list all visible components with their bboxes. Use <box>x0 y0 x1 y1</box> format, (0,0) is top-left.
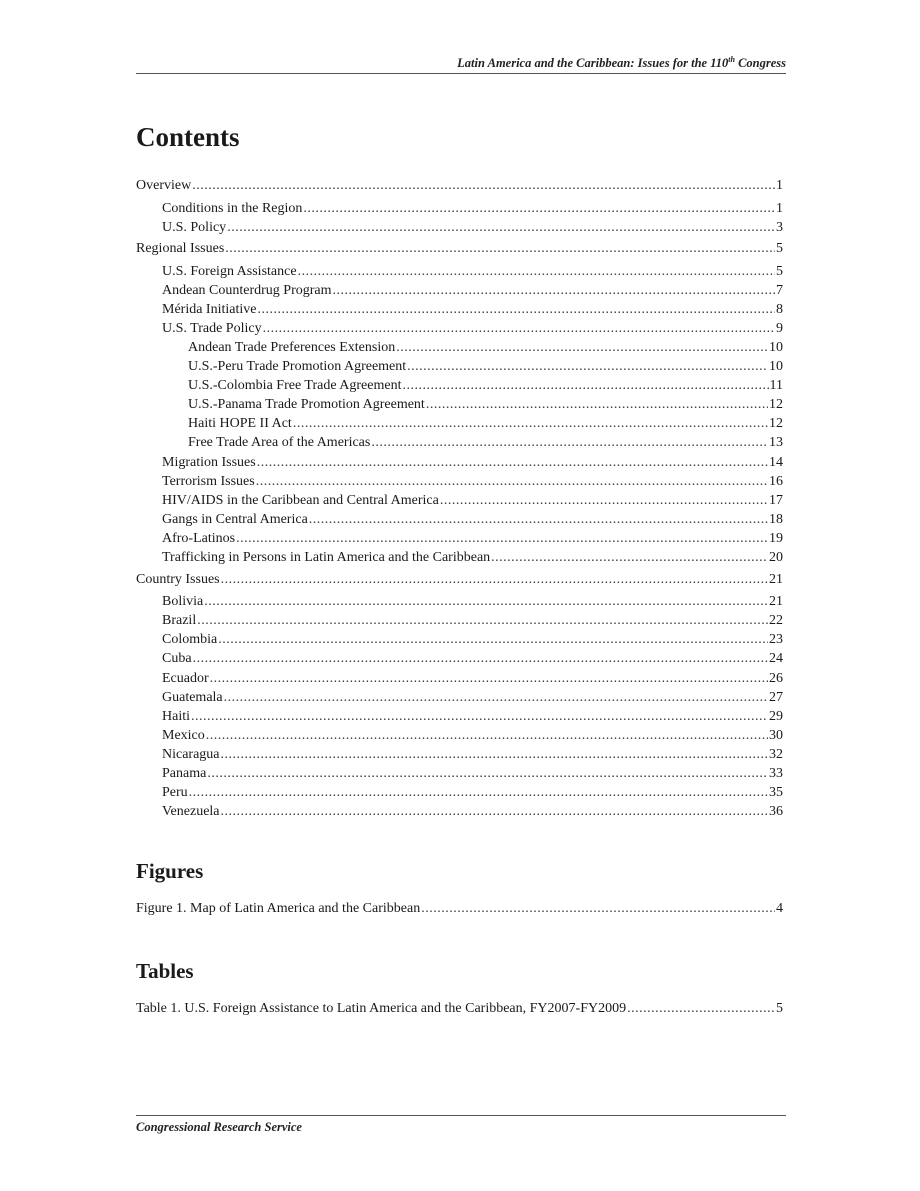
toc-entry[interactable] <box>188 338 783 357</box>
toc-entry-page-number: 27 <box>769 690 783 705</box>
toc-entry-page-number: 16 <box>769 474 783 489</box>
toc-dot-leader <box>333 281 775 300</box>
toc-entry-label: Ecuador <box>162 671 209 686</box>
toc-dot-leader <box>263 319 775 338</box>
toc-entry[interactable] <box>162 548 783 567</box>
toc-dot-leader <box>189 783 768 802</box>
toc-entry[interactable] <box>136 570 783 589</box>
toc-entry-label: Overview <box>136 178 192 193</box>
contents-title: Contents <box>136 122 240 152</box>
toc-dot-leader <box>371 433 768 452</box>
toc-entry-label: Peru <box>162 785 188 800</box>
toc-entry[interactable] <box>162 319 783 338</box>
toc-entry-page-number: 20 <box>769 550 783 565</box>
toc-entry-page-number: 21 <box>769 594 783 609</box>
toc-entry[interactable] <box>162 218 783 237</box>
toc-entry-page-number: 5 <box>776 241 783 256</box>
toc-dot-leader <box>256 472 768 491</box>
toc-dot-leader <box>210 669 768 688</box>
toc-dot-leader <box>225 239 775 258</box>
header-rule <box>136 73 786 74</box>
toc-entry-label: Guatemala <box>162 690 223 705</box>
toc-entry-label: Colombia <box>162 632 218 647</box>
toc-entry-label: U.S.-Panama Trade Promotion Agreement <box>188 397 425 412</box>
toc-entry-page-number: 13 <box>769 435 783 450</box>
toc-dot-leader <box>426 395 768 414</box>
toc-entry-label: Migration Issues <box>162 455 256 470</box>
toc-entry-label: Country Issues <box>136 572 220 587</box>
toc-entry[interactable] <box>162 510 783 529</box>
toc-entry-label: Mérida Initiative <box>162 302 257 317</box>
toc-entry-page-number: 4 <box>776 901 783 916</box>
toc-dot-leader <box>204 592 768 611</box>
toc-entry[interactable] <box>162 707 783 726</box>
toc-entry-page-number: 3 <box>776 220 783 235</box>
toc-dot-leader <box>224 688 768 707</box>
toc-entry[interactable] <box>136 899 783 918</box>
toc-entry-label: Regional Issues <box>136 241 225 256</box>
toc-entry[interactable] <box>162 611 783 630</box>
toc-dot-leader <box>197 611 768 630</box>
toc-entry-page-number: 5 <box>776 1001 783 1016</box>
toc-dot-leader <box>491 548 768 567</box>
toc-entry-page-number: 30 <box>769 728 783 743</box>
toc-entry[interactable] <box>162 669 783 688</box>
toc-dot-leader <box>257 453 768 472</box>
toc-entry[interactable] <box>162 472 783 491</box>
toc-entry-label: Brazil <box>162 613 197 628</box>
toc-entry-label: U.S. Trade Policy <box>162 321 262 336</box>
toc-entry-label: Figure 1. Map of Latin America and the Caribbean <box>136 901 421 916</box>
toc-entry-label: Cuba <box>162 651 192 666</box>
toc-entry-page-number: 9 <box>776 321 783 336</box>
toc-entry[interactable] <box>188 395 783 414</box>
toc-entry-page-number: 10 <box>769 340 783 355</box>
toc-entry-page-number: 36 <box>769 804 783 819</box>
toc-entry[interactable] <box>136 999 783 1018</box>
toc-dot-leader <box>221 802 768 821</box>
toc-entry[interactable] <box>162 783 783 802</box>
toc-entry-page-number: 18 <box>769 512 783 527</box>
toc-dot-leader <box>191 707 768 726</box>
toc-dot-leader <box>298 262 775 281</box>
toc-entry[interactable] <box>136 239 783 258</box>
footer-rule <box>136 1115 786 1116</box>
toc-entry-label: Conditions in the Region <box>162 201 303 216</box>
toc-entry-label: U.S. Foreign Assistance <box>162 264 297 279</box>
toc-entry-page-number: 5 <box>776 264 783 279</box>
toc-entry-label: Mexico <box>162 728 205 743</box>
toc-entry-page-number: 14 <box>769 455 783 470</box>
toc-dot-leader <box>193 649 768 668</box>
toc-dot-leader <box>293 414 768 433</box>
toc-dot-leader <box>396 338 768 357</box>
toc-entry[interactable] <box>162 491 783 510</box>
toc-entry-page-number: 32 <box>769 747 783 762</box>
toc-dot-leader <box>227 218 775 237</box>
toc-entry[interactable] <box>162 453 783 472</box>
toc-dot-leader <box>218 630 768 649</box>
toc-entry[interactable] <box>162 745 783 764</box>
toc-entry-label: Haiti <box>162 709 190 724</box>
toc-entry[interactable] <box>188 433 783 452</box>
toc-entry-label: Free Trade Area of the Americas <box>188 435 371 450</box>
toc-dot-leader <box>257 300 775 319</box>
toc-entry-label: Andean Trade Preferences Extension <box>188 340 396 355</box>
toc-entry-page-number: 1 <box>776 178 783 193</box>
toc-entry[interactable] <box>136 176 783 195</box>
toc-entry-page-number: 26 <box>769 671 783 686</box>
toc-entry[interactable] <box>162 688 783 707</box>
toc-entry[interactable] <box>188 376 783 395</box>
toc-entry[interactable] <box>162 726 783 745</box>
toc-entry-page-number: 12 <box>769 397 783 412</box>
toc-entry[interactable] <box>162 764 783 783</box>
toc-dot-leader <box>440 491 768 510</box>
toc-entry-page-number: 21 <box>769 572 783 587</box>
toc-entry-label: U.S. Policy <box>162 220 227 235</box>
toc-entry[interactable] <box>162 262 783 281</box>
toc-entry-label: Gangs in Central America <box>162 512 308 527</box>
toc-dot-leader <box>221 570 768 589</box>
toc-entry-page-number: 35 <box>769 785 783 800</box>
toc-dot-leader <box>303 199 775 218</box>
running-header-superscript: th <box>728 54 735 64</box>
toc-entry-label: Afro-Latinos <box>162 531 236 546</box>
toc-entry-label: HIV/AIDS in the Caribbean and Central America <box>162 493 439 508</box>
toc-entry-label: Haiti HOPE II Act <box>188 416 292 431</box>
toc-entry-label: Trafficking in Persons in Latin America and the Caribbean <box>162 550 491 565</box>
toc-entry-page-number: 1 <box>776 201 783 216</box>
toc-entry[interactable] <box>162 529 783 548</box>
figures-title: Figures <box>136 859 204 883</box>
toc-entry-page-number: 10 <box>769 359 783 374</box>
toc-entry-page-number: 19 <box>769 531 783 546</box>
toc-entry-label: Venezuela <box>162 804 220 819</box>
toc-entry-page-number: 7 <box>776 283 783 298</box>
toc-entry[interactable] <box>162 649 783 668</box>
toc-entry[interactable] <box>188 357 783 376</box>
toc-entry-page-number: 29 <box>769 709 783 724</box>
toc-entry-page-number: 12 <box>769 416 783 431</box>
running-footer: Congressional Research Service <box>136 1120 302 1134</box>
toc-entry-page-number: 24 <box>769 651 783 666</box>
toc-entry-label: Bolivia <box>162 594 204 609</box>
toc-dot-leader <box>192 176 775 195</box>
running-header-main: Latin America and the Caribbean: Issues for the 110 <box>457 56 729 70</box>
toc-dot-leader <box>407 357 768 376</box>
toc-dot-leader <box>207 764 768 783</box>
toc-entry-page-number: 33 <box>769 766 783 781</box>
toc-entry[interactable] <box>162 281 783 300</box>
toc-entry-page-number: 17 <box>769 493 783 508</box>
toc-entry[interactable] <box>162 199 783 218</box>
toc-dot-leader <box>236 529 768 548</box>
toc-entry[interactable] <box>162 802 783 821</box>
toc-entry-label: Table 1. U.S. Foreign Assistance to Latin America and the Caribbean, FY2007-FY2009 <box>136 1001 627 1016</box>
toc-entry-page-number: 22 <box>769 613 783 628</box>
toc-dot-leader <box>421 899 775 918</box>
toc-dot-leader <box>309 510 768 529</box>
toc-entry-page-number: 8 <box>776 302 783 317</box>
toc-entry[interactable] <box>188 414 783 433</box>
toc-dot-leader <box>221 745 768 764</box>
toc-entry-label: Andean Counterdrug Program <box>162 283 332 298</box>
toc-entry[interactable] <box>162 630 783 649</box>
toc-entry-page-number: 11 <box>769 378 783 393</box>
running-header <box>136 56 786 71</box>
toc-dot-leader <box>206 726 768 745</box>
toc-entry-page-number: 23 <box>769 632 783 647</box>
toc-dot-leader <box>627 999 775 1018</box>
toc-entry-label: Panama <box>162 766 207 781</box>
toc-dot-leader <box>402 376 768 395</box>
toc-entry[interactable] <box>162 592 783 611</box>
toc-entry-label: U.S.-Colombia Free Trade Agreement <box>188 378 402 393</box>
toc-entry-label: Nicaragua <box>162 747 220 762</box>
toc-entry-label: Terrorism Issues <box>162 474 255 489</box>
toc-entry-label: U.S.-Peru Trade Promotion Agreement <box>188 359 407 374</box>
tables-title: Tables <box>136 959 194 983</box>
running-header-end: Congress <box>734 56 786 70</box>
toc-entry[interactable] <box>162 300 783 319</box>
